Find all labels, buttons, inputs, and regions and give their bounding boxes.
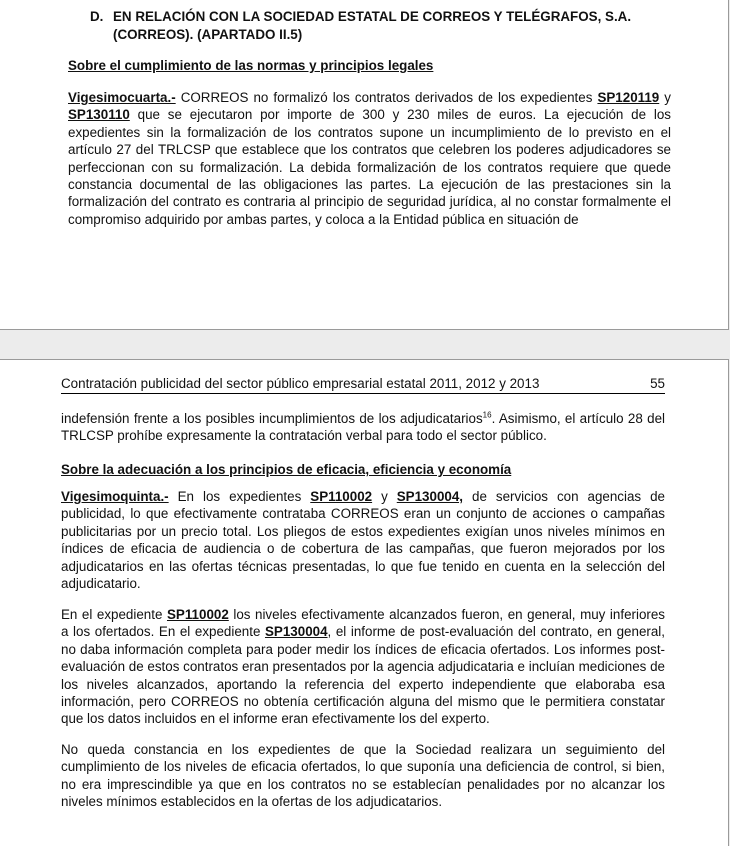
paragraph-text: En los expedientes <box>168 489 311 504</box>
expediente-ref: SP130110 <box>68 107 130 123</box>
paragraph-text: CORREOS no formalizó los contratos derivados de los expedientes <box>175 90 598 105</box>
conclusion-label: Vigesimoquinta.- <box>61 489 169 504</box>
paragraph-text: que se ejecutaron por importe de 300 y 230 miles de euros. La ejecución de los expedientes sin la formalización de los contratos supone un incumplimiento de lo previsto en el artículo 27 del TRLCSP que establece que los contratos que celebren los poderes adjudicadores se perfeccionan con su formalización. La debida formalización de los contratos requiere que quede constancia documental de las obligaciones las partes. La ejecución de las prestaciones sin la formalización del contrato es contraria al principio de seguridad jurídica, al no constar formalmente el compromiso adquirido por ambas partes, y coloca a la Entidad pública en situación de <box>68 107 671 227</box>
expediente-ref: SP110002 <box>310 489 373 504</box>
paragraph-continuation <box>61 410 665 445</box>
page-number: 55 <box>650 376 665 391</box>
expediente-ref: SP130004 <box>264 624 328 640</box>
expediente-ref: SP120119 <box>597 90 660 105</box>
paragraph-text: de servicios con agencias de publicidad, lo que efectivamente contrataba CORREOS eran un conjunto de acciones o campañas publicitarias por un precio total. Los pliegos de estos expedientes exigían unos niveles mínimos en índices de eficacia de audiencia o de cobertura de las campañas, que fueron mejorados por los adjudicatarios en las ofertas técnicas presentadas, lo que fue tenido en cuenta en la selección del adjudicatario. <box>61 489 665 592</box>
expediente-ref: SP130004, <box>396 489 464 504</box>
paragraph-text: En el expediente <box>61 607 167 622</box>
paragraph-seguimiento: No queda constancia en los expedientes de que la Sociedad realizara un seguimiento del cumplimiento de los niveles de eficacia ofertados, lo que suponía una deficiencia de control, si bien, no era imprescindible ya que en los contratos no se establecían penalidades por no alcanzar los niveles mínimos establecidos en la ofertas de los adjudicatarios. <box>61 742 665 810</box>
document-page-bottom <box>0 359 729 846</box>
paragraph-text: . Asimismo, el artículo 28 del TRLCSP prohíbe expresamente la contratación verbal para todo el sector público. <box>61 411 665 444</box>
header-title: Contratación publicidad del sector público empresarial estatal 2011, 2012 y 2013 <box>61 376 540 391</box>
footnote-marker: 16 <box>482 410 492 420</box>
paragraph-expediente-detail <box>61 606 665 728</box>
section-title: EN RELACIÓN CON LA SOCIEDAD ESTATAL DE CORREOS Y TELÉGRAFOS, S.A. (CORREOS). (APARTADO II.5) <box>113 9 632 42</box>
section-letter: D. <box>90 9 104 24</box>
paragraph-text: los niveles efectivamente alcanzados fueron, en general, muy inferiores a los ofertados. En el expediente <box>61 607 665 640</box>
paragraph-vigesimoquinta <box>61 488 665 592</box>
paragraph-text: y <box>659 90 671 105</box>
paragraph-text: y <box>372 489 397 504</box>
expediente-ref: SP110002 <box>166 607 229 622</box>
subheading-cumplimiento: Sobre el cumplimiento de las normas y principios legales <box>68 58 434 73</box>
running-header <box>61 375 665 394</box>
paragraph-text: , el informe de post-evaluación del contrato, en general, no daba información completa para poder medir los índices de eficacia ofertados. Los informes post-evaluación de estos contratos eran presentados por la agencia adjudicataria e incluían mediciones de los niveles alcanzados, aportando la referencia del experto independiente que elaboraba esa información, pero CORREOS no obtenía certificación alguna del mismo que le permitiera constatar que los datos incluidos en el informe eran efectivamente los del experto. <box>61 624 665 727</box>
document-page-top <box>0 0 729 330</box>
subheading-eficacia: Sobre la adecuación a los principios de eficacia, eficiencia y economía <box>61 462 512 477</box>
section-heading <box>90 8 670 44</box>
paragraph-text: indefensión frente a los posibles incumplimientos de los adjudicatarios <box>61 411 483 426</box>
conclusion-label: Vigesimocuarta.- <box>68 90 176 105</box>
paragraph-vigesimocuarta <box>68 89 671 228</box>
